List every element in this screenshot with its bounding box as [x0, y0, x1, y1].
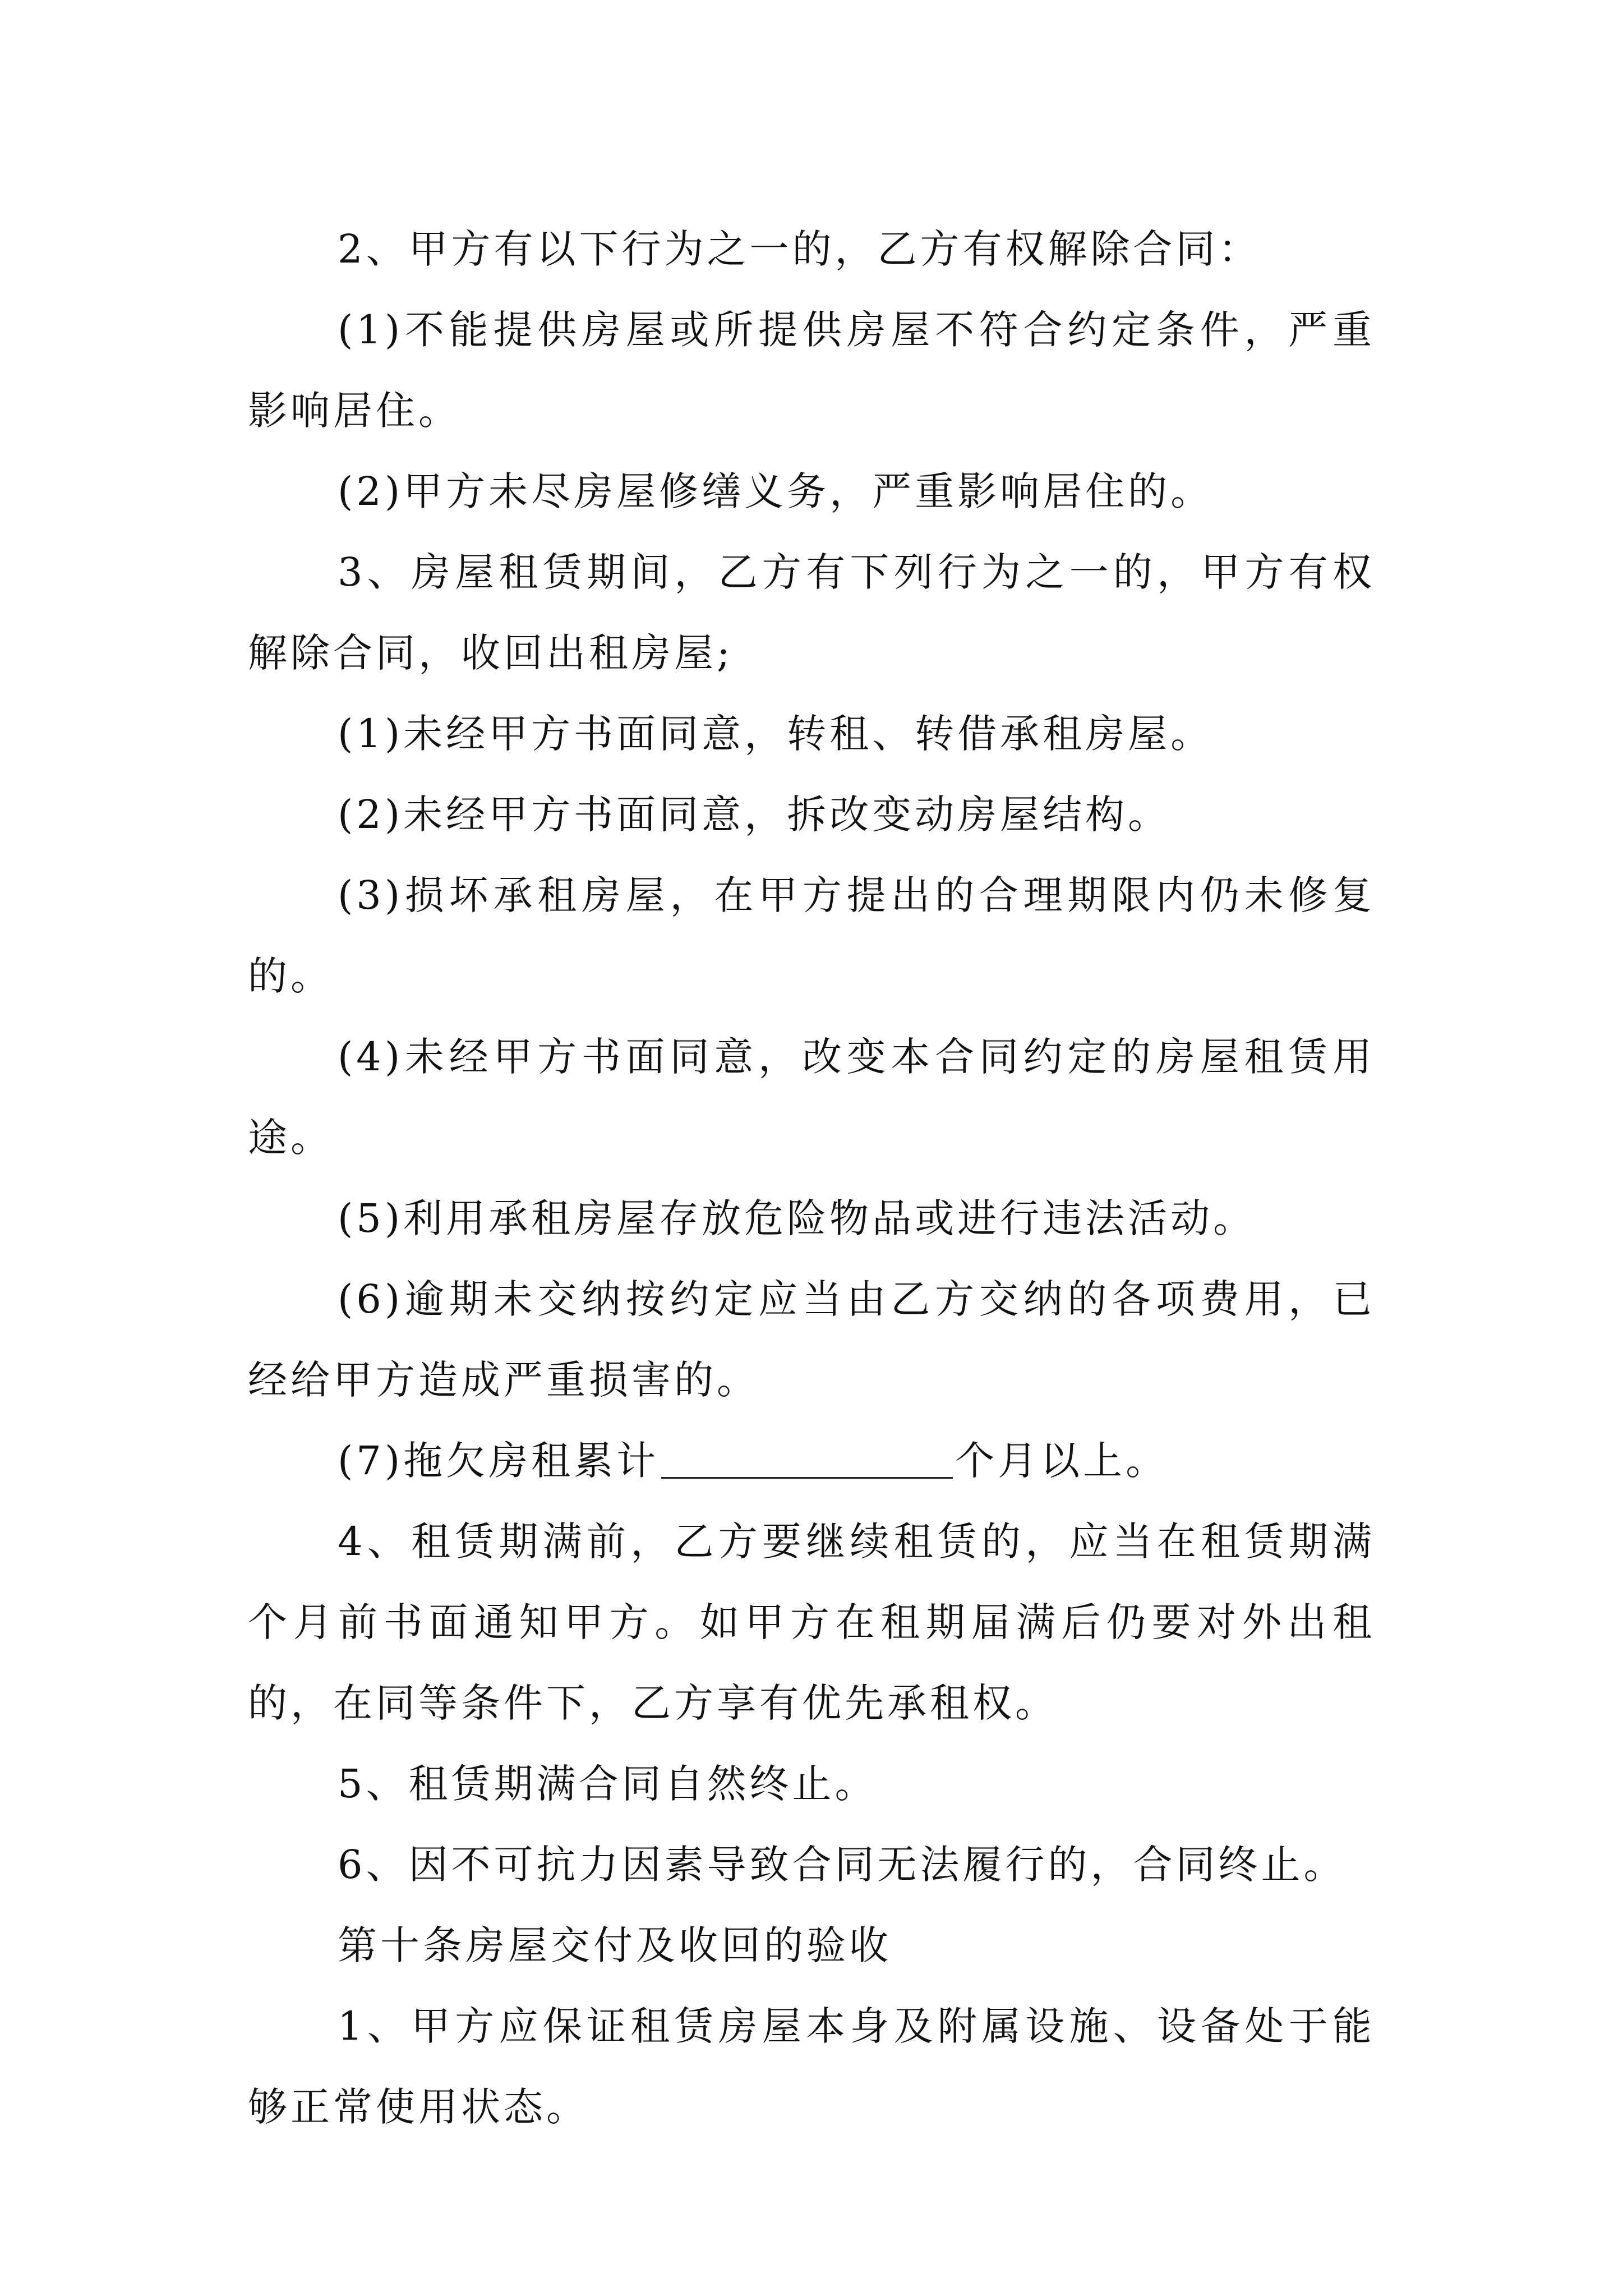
paragraph: (1)不能提供房屋或所提供房屋不符合约定条件，严重影响居住。: [248, 307, 1375, 434]
paragraph: (4)未经甲方书面同意，改变本合同约定的房屋租赁用途。: [248, 1034, 1375, 1161]
fill-in-blank-line: [661, 1438, 953, 1479]
paragraph: (5)利用承租房屋存放危险物品或进行违法活动。: [338, 1195, 1256, 1241]
paragraph: 6、因不可抗力因素导致合同无法履行的，合同终止。: [338, 1842, 1347, 1888]
paragraph: (2)甲方未尽房屋修缮义务，严重影响居住的。: [338, 468, 1214, 514]
paragraph: 5、租赁期满合同自然终止。: [338, 1761, 878, 1807]
paragraph-text-before-blank: (7)拖欠房租累计: [338, 1438, 660, 1484]
paragraph-text-after-blank: 个月以上。: [955, 1438, 1169, 1484]
paragraph-with-blank: [248, 1420, 1375, 1501]
paragraph: (6)逾期未交纳按约定应当由乙方交纳的各项费用，已经给甲方造成严重损害的。: [248, 1276, 1375, 1403]
paragraph: (2)未经甲方书面同意，拆改变动房屋结构。: [338, 792, 1171, 838]
paragraph: (3)损坏承租房屋，在甲方提出的合理期限内仍未修复的。: [248, 872, 1375, 999]
paragraph: 4、租赁期满前，乙方要继续租赁的，应当在租赁期满个月前书面通知甲方。如甲方在租期届满后仍要对外出租的，在同等条件下，乙方享有优先承租权。: [248, 1519, 1375, 1726]
paragraph: (1)未经甲方书面同意，转租、转借承租房屋。: [338, 711, 1214, 757]
paragraph: 3、房屋租赁期间，乙方有下列行为之一的，甲方有权解除合同，收回出租房屋;: [248, 549, 1375, 676]
paragraph: 1、甲方应保证租赁房屋本身及附属设施、设备处于能够正常使用状态。: [248, 2003, 1375, 2130]
paragraph: 2、甲方有以下行为之一的，乙方有权解除合同：: [338, 226, 1261, 272]
document-body: [248, 209, 1375, 2147]
section-heading: 第十条房屋交付及收回的验收: [338, 1922, 892, 1968]
